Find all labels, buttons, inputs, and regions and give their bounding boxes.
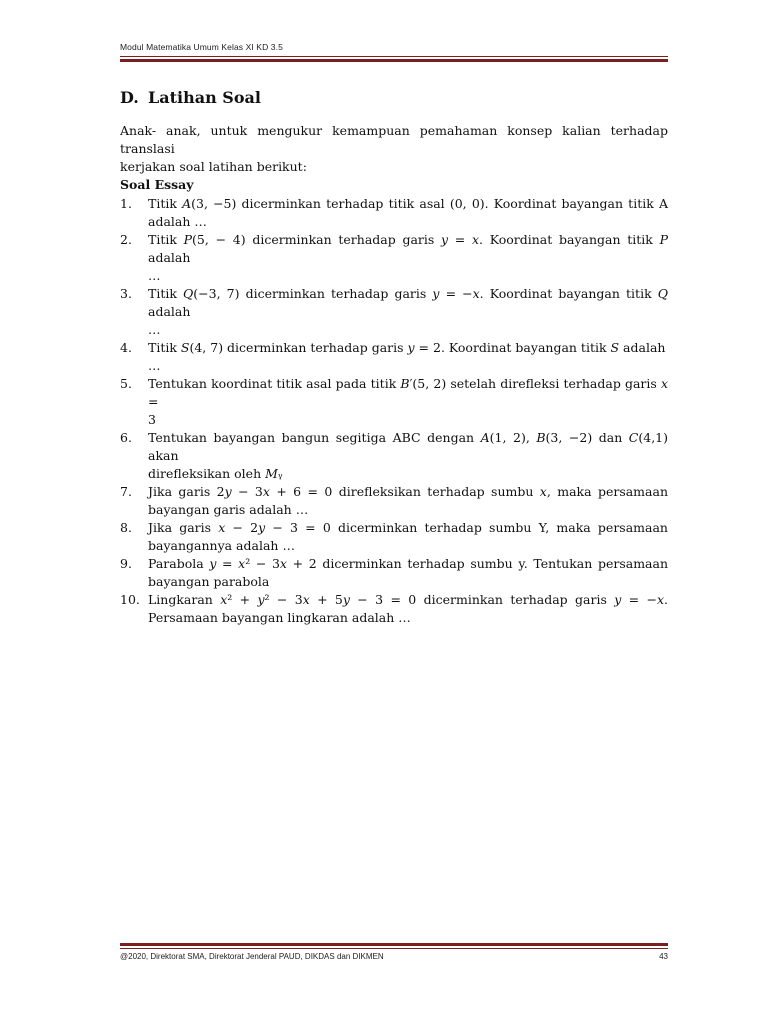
question-text — [148, 285, 668, 339]
question-number: 3. — [120, 286, 132, 301]
question-text — [148, 339, 668, 375]
question-line: Tentukan bayangan bangun segitiga ABC dengan 𝐴(1, 2), 𝐵(3, −2) dan 𝐶(4,1) akan — [148, 430, 668, 463]
header-title: Modul Matematika Umum Kelas XI KD 3.5 — [120, 42, 283, 52]
question-text — [148, 519, 668, 555]
question-item — [120, 591, 668, 627]
question-number: 9. — [120, 556, 132, 571]
question-line: Lingkaran 𝑥² + 𝑦² − 3𝑥 + 5𝑦 − 3 = 0 dicerminkan terhadap garis 𝑦 = −𝑥. — [148, 592, 668, 607]
section-title: Latihan Soal — [148, 88, 261, 107]
page-footer — [120, 952, 668, 961]
question-item — [120, 195, 668, 231]
question-number: 10. — [120, 592, 140, 607]
question-number: 4. — [120, 340, 132, 355]
question-line: Titik 𝑆(4, 7) dicerminkan terhadap garis 𝑦 = 2. Koordinat bayangan titik 𝑆 adalah … — [148, 340, 666, 373]
intro-paragraph — [120, 122, 668, 176]
question-item — [120, 483, 668, 519]
question-line: bayangannya adalah … — [148, 538, 295, 553]
question-line: bayangan parabola — [148, 574, 270, 589]
question-line: Parabola 𝑦 = 𝑥² − 3𝑥 + 2 dicerminkan terhadap sumbu y. Tentukan persamaan — [148, 556, 668, 571]
question-text — [148, 231, 668, 285]
question-line: 3 — [148, 412, 156, 427]
question-line: adalah … — [148, 214, 207, 229]
question-item — [120, 339, 668, 375]
question-line: Jika garis 𝑥 − 2𝑦 − 3 = 0 dicerminkan terhadap sumbu Y, maka persamaan — [148, 520, 668, 535]
question-line: … — [148, 268, 161, 283]
question-text — [148, 591, 668, 627]
question-text — [148, 195, 668, 231]
question-line: Titik 𝑄(−3, 7) dicerminkan terhadap garis 𝑦 = −𝑥. Koordinat bayangan titik 𝑄 adalah — [148, 286, 668, 319]
question-text — [148, 429, 668, 483]
section-letter: D. — [120, 88, 139, 107]
page-number: 43 — [659, 952, 668, 961]
question-line: direfleksikan oleh 𝑀ᵧ — [148, 466, 283, 481]
question-number: 7. — [120, 484, 132, 499]
header-rule-thin — [120, 56, 668, 57]
question-item — [120, 375, 668, 429]
intro-line-2: kerjakan soal latihan berikut: — [120, 159, 307, 174]
page-header — [120, 42, 668, 52]
question-line: Titik 𝑃(5, − 4) dicerminkan terhadap garis 𝑦 = 𝑥. Koordinat bayangan titik 𝑃 adalah — [148, 232, 668, 265]
question-list — [120, 195, 668, 627]
question-number: 8. — [120, 520, 132, 535]
footer-rule-thick — [120, 943, 668, 946]
intro-line-1: Anak- anak, untuk mengukur kemampuan pemahaman konsep kalian terhadap translasi — [120, 123, 668, 156]
question-number: 6. — [120, 430, 132, 445]
question-line: Titik 𝐴(3, −5) dicerminkan terhadap titik asal (0, 0). Koordinat bayangan titik A — [148, 196, 668, 211]
question-item — [120, 231, 668, 285]
essay-subheading: Soal Essay — [120, 177, 194, 192]
question-item — [120, 555, 668, 591]
question-text — [148, 483, 668, 519]
question-line: Jika garis 2𝑦 − 3𝑥 + 6 = 0 direfleksikan terhadap sumbu 𝑥, maka persamaan — [148, 484, 668, 499]
footer-text: @2020, Direktorat SMA, Direktorat Jenderal PAUD, DIKDAS dan DIKMEN — [120, 952, 384, 961]
question-number: 2. — [120, 232, 132, 247]
question-line: bayangan garis adalah … — [148, 502, 309, 517]
section-heading — [120, 88, 668, 107]
question-text — [148, 375, 668, 429]
question-item — [120, 519, 668, 555]
question-line: Tentukan koordinat titik asal pada titik 𝐵′(5, 2) setelah direfleksi terhadap garis 𝑥 = — [148, 376, 668, 409]
question-item — [120, 285, 668, 339]
question-number: 1. — [120, 196, 132, 211]
question-text — [148, 555, 668, 591]
question-line: … — [148, 322, 161, 337]
header-rule-thick — [120, 59, 668, 62]
footer-rule-thin — [120, 948, 668, 949]
question-number: 5. — [120, 376, 132, 391]
question-line: Persamaan bayangan lingkaran adalah … — [148, 610, 411, 625]
question-item — [120, 429, 668, 483]
